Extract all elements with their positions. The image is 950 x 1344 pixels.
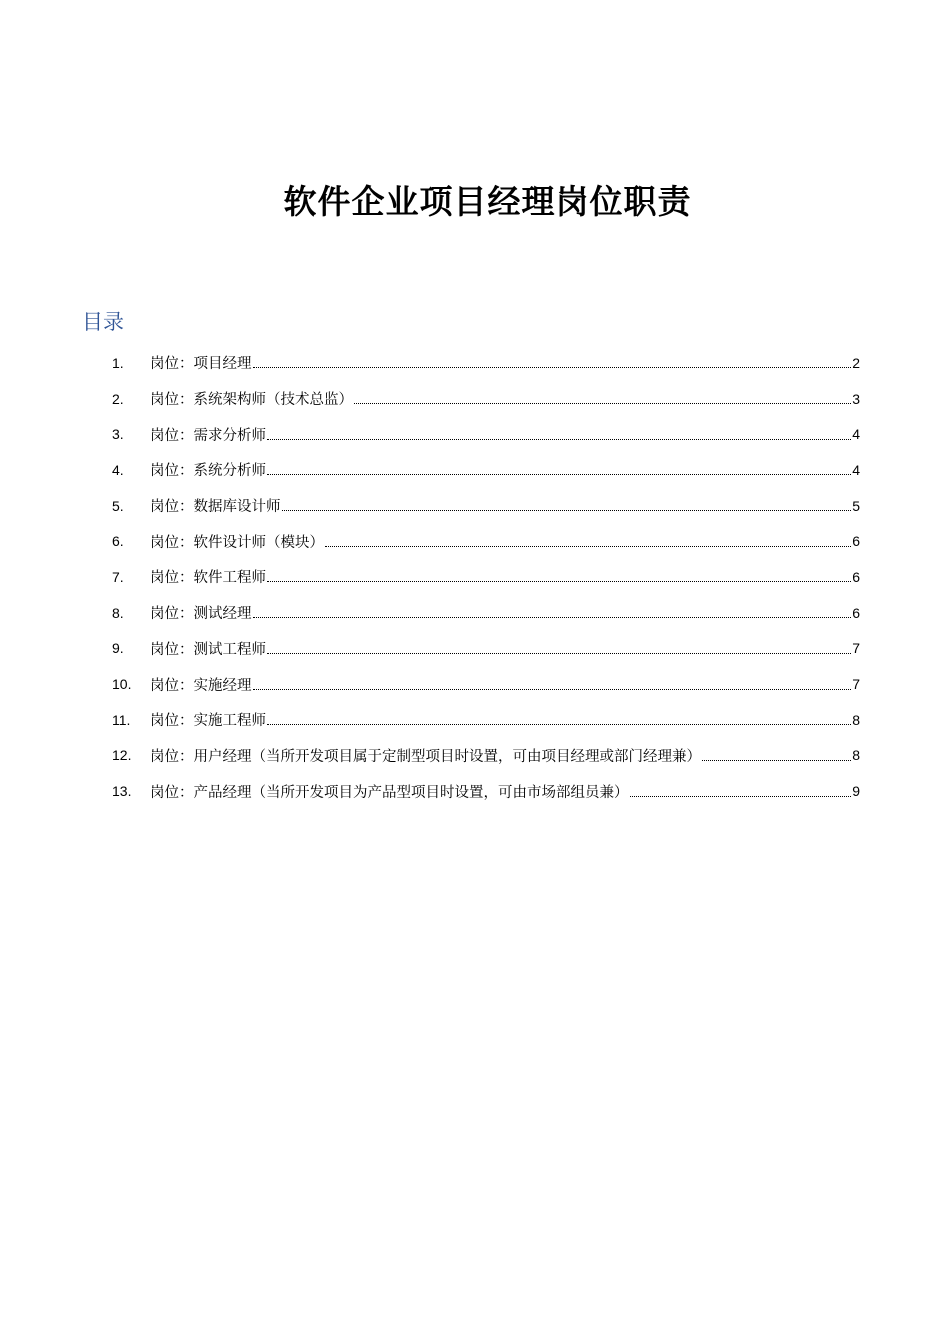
toc-entry-title[interactable]: 岗位：测试经理 xyxy=(150,606,252,623)
toc-entry-page-number[interactable]: 2 xyxy=(852,354,860,371)
toc-entry[interactable] xyxy=(112,631,860,667)
toc-entry[interactable] xyxy=(112,416,860,452)
toc-entry[interactable] xyxy=(112,559,860,595)
toc-entry-page-number[interactable]: 7 xyxy=(852,640,860,657)
toc-entry-title[interactable]: 岗位：软件工程师 xyxy=(150,570,266,587)
table-of-contents xyxy=(112,345,860,809)
toc-entry-number: 9. xyxy=(112,640,124,657)
toc-dot-leader xyxy=(253,367,852,368)
toc-entry-number: 11. xyxy=(112,711,131,728)
toc-dot-leader xyxy=(253,689,852,690)
toc-entry-page-number[interactable]: 3 xyxy=(852,390,860,407)
toc-heading: 目录 xyxy=(82,310,124,334)
toc-entry-title[interactable]: 岗位：测试工程师 xyxy=(150,641,266,658)
toc-entry-page-number[interactable]: 7 xyxy=(852,676,860,693)
toc-dot-leader xyxy=(282,510,852,511)
toc-entry-title[interactable]: 岗位：实施工程师 xyxy=(150,713,266,730)
toc-entry-number: 2. xyxy=(112,390,124,407)
toc-entry-page-number[interactable]: 6 xyxy=(852,604,860,621)
toc-entry-page-number[interactable]: 8 xyxy=(852,747,860,764)
toc-entry-number: 4. xyxy=(112,461,124,478)
toc-entry-number: 8. xyxy=(112,604,124,621)
toc-entry-title[interactable]: 岗位：项目经理 xyxy=(150,356,252,373)
toc-entry[interactable] xyxy=(112,738,860,774)
toc-entry-title[interactable]: 岗位：软件设计师（模块） xyxy=(150,534,324,551)
toc-entry-title[interactable]: 岗位：用户经理（当所开发项目属于定制型项目时设置，可由项目经理或部门经理兼） xyxy=(150,748,701,765)
toc-entry-number: 6. xyxy=(112,533,124,550)
toc-entry-page-number[interactable]: 4 xyxy=(852,426,860,443)
toc-dot-leader xyxy=(253,617,852,618)
toc-entry-title[interactable]: 岗位：产品经理（当所开发项目为产品型项目时设置，可由市场部组员兼） xyxy=(150,784,629,801)
toc-dot-leader xyxy=(267,439,851,440)
toc-entry-number: 7. xyxy=(112,568,124,585)
toc-entry-number: 13. xyxy=(112,783,132,800)
document-title: 软件企业项目经理岗位职责 xyxy=(283,182,692,221)
toc-entry[interactable] xyxy=(112,381,860,417)
toc-entry-title[interactable]: 岗位：系统分析师 xyxy=(150,463,266,480)
toc-entry-page-number[interactable]: 4 xyxy=(852,461,860,478)
toc-entry-page-number[interactable]: 8 xyxy=(852,711,860,728)
toc-entry[interactable] xyxy=(112,666,860,702)
toc-entry-page-number[interactable]: 9 xyxy=(852,783,860,800)
toc-entry-number: 5. xyxy=(112,497,124,514)
toc-entry-number: 12. xyxy=(112,747,132,764)
toc-entry[interactable] xyxy=(112,452,860,488)
toc-dot-leader xyxy=(702,760,851,761)
toc-entry-title[interactable]: 岗位：数据库设计师 xyxy=(150,499,281,516)
toc-dot-leader xyxy=(267,724,851,725)
toc-dot-leader xyxy=(354,403,851,404)
toc-entry-title[interactable]: 岗位：系统架构师（技术总监） xyxy=(150,392,353,409)
toc-entry-title[interactable]: 岗位：需求分析师 xyxy=(150,427,266,444)
toc-entry-title[interactable]: 岗位：实施经理 xyxy=(150,677,252,694)
toc-entry-page-number[interactable]: 6 xyxy=(852,533,860,550)
toc-dot-leader xyxy=(267,653,851,654)
toc-entry-page-number[interactable]: 6 xyxy=(852,568,860,585)
toc-dot-leader xyxy=(325,546,851,547)
toc-entry[interactable] xyxy=(112,773,860,809)
toc-dot-leader xyxy=(267,581,851,582)
toc-dot-leader xyxy=(267,474,851,475)
toc-entry-page-number[interactable]: 5 xyxy=(852,497,860,514)
toc-entry[interactable] xyxy=(112,595,860,631)
toc-entry-number: 10. xyxy=(112,676,132,693)
toc-entry[interactable] xyxy=(112,702,860,738)
toc-entry[interactable] xyxy=(112,345,860,381)
toc-entry[interactable] xyxy=(112,523,860,559)
toc-entry-number: 1. xyxy=(112,354,124,371)
toc-dot-leader xyxy=(630,796,852,797)
toc-entry[interactable] xyxy=(112,488,860,524)
toc-entry-number: 3. xyxy=(112,426,124,443)
